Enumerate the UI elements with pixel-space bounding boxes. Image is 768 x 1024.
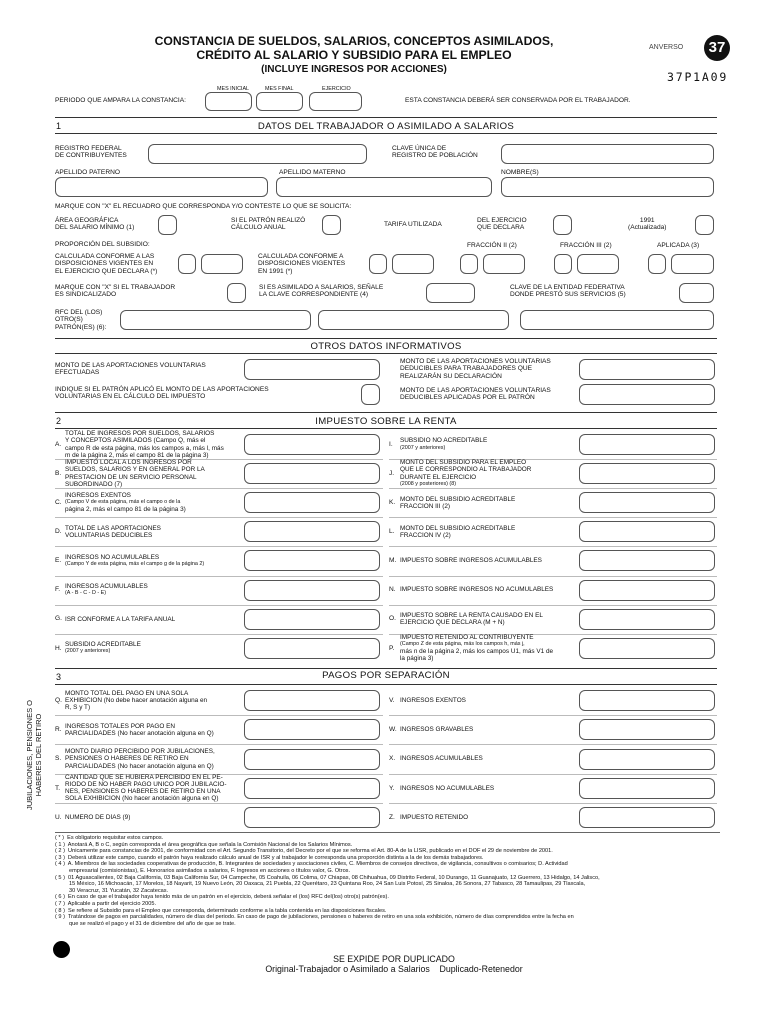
- sep-q-label-line: EXHIBICIÓN (No debe hacer anotación alguna en: [65, 697, 208, 704]
- isr-g-label-line: ISR CONFORME A LA TARIFA ANUAL: [65, 615, 176, 623]
- isr-d-letter: D.: [55, 528, 62, 536]
- sep-t-label: [65, 774, 237, 803]
- form-title-line1: CONSTANCIA DE SUELDOS, SALARIOS, CONCEPTOS ASIMILADOS,: [154, 34, 554, 48]
- isr-p-label-line: (Campo Z de esta página, más los campos h, más j,: [400, 641, 525, 648]
- footnote-line: ( 6 ) En caso de que el trabajador haya tenido más de un patrón en el ejercicio, deberá señalar el (los) RFC del(los) otro(s) patrón(es).: [55, 894, 389, 901]
- aplicada-int-field[interactable]: [648, 254, 666, 274]
- isr-g-field[interactable]: [244, 609, 380, 630]
- footnote-line: 15 México, 16 Michoacán, 17 Morelos, 18 Nayarit, 19 Nuevo León, 20 Oaxaca, 21 Puebla, 22 Querétaro, 23 Quintana Roo, 24 San Luis Potosí, 25 Sinaloa, 26 Sonora, 27 Tabasco, 28 Tamaulipas, 29 Tlaxcala,: [55, 881, 586, 888]
- apellido-paterno-field[interactable]: [55, 177, 268, 197]
- entidad-label: CLAVE DE LA ENTIDAD FEDERATIVA DONDE PRESTÓ SUS SERVICIOS (5): [510, 284, 626, 299]
- sep-t-label-line: CANTIDAD QUE SE HUBIERA PERCIBIDO EN EL PE-: [65, 773, 223, 781]
- sep-x-field[interactable]: [579, 749, 715, 770]
- footnote-line: ( 4 ) A. Miembros de las sociedades cooperativas de producción, B. Integrantes de sociedades y asociaciones civiles, C. Miembros de consejos directivos, de vigilancia, consultivos o comisarios; D. Actividad: [55, 861, 568, 868]
- isr-b-label-line: IMPUESTO LOCAL A LOS INGRESOS POR: [65, 459, 192, 467]
- nombres-field[interactable]: [501, 177, 714, 197]
- isr-n-label-line: IMPUESTO SOBRE INGRESOS NO ACUMULABLES: [400, 586, 554, 594]
- isr-e-label-line: INGRESOS NO ACUMULABLES: [65, 553, 160, 561]
- isr-e-letter: E.: [55, 557, 62, 565]
- sep-s-label-line: PARCIALIDADES (No hacer anotación alguna en Q): [65, 762, 214, 770]
- isr-f-label-line: (A - B - C - D - E): [65, 590, 107, 597]
- isr-a-label: [65, 430, 237, 459]
- sep-z-field[interactable]: [579, 807, 715, 828]
- mes-final-label: MES FINAL: [265, 86, 294, 92]
- footnote-line: ( 9 ) Tratándose de pagos en parcialidades, número de días del periodo. En caso de pago de jubilaciones, pensiones o haberes de retiro en una sola exhibición, número de días comprendidos entre la fecha en: [55, 914, 574, 921]
- isr-k-label-line: MONTO DEL SUBSIDIO ACREDITABLE: [400, 495, 516, 503]
- isr-n-letter: N.: [389, 586, 396, 594]
- sep-z-label: [400, 814, 572, 821]
- sep-u-letter: U.: [55, 813, 62, 821]
- aport-patron-field[interactable]: [579, 384, 715, 405]
- isr-a-label-line: TOTAL DE INGRESOS POR SUELDOS, SALARIOS: [65, 430, 215, 438]
- isr-d-label-line: VOLUNTARIAS DEDUCIBLES: [65, 531, 153, 539]
- otros-patrones-label: RFC DEL (LOS) OTRO(S) PATRÓN(ES) (6):: [55, 309, 107, 331]
- conservation-note: ESTA CONSTANCIA DEBERÁ SER CONSERVADA POR EL TRABAJADOR.: [405, 97, 631, 104]
- isr-l-letter: L.: [389, 528, 395, 536]
- isr-i-label: [400, 437, 572, 451]
- isr-g-label: [65, 616, 237, 623]
- sep-u-field[interactable]: [244, 807, 380, 828]
- side-label: ANVERSO: [649, 44, 684, 51]
- isr-k-label-line: FRACCIÓN III (2): [400, 502, 451, 510]
- marque-instruction: MARQUE CON "X" EL RECUADRO QUE CORRESPONDA Y/O CONTESTE LO QUE SE SOLICITA:: [55, 203, 352, 210]
- sep-w-letter: W.: [389, 726, 397, 734]
- sep-w-field[interactable]: [579, 719, 715, 740]
- fraccion-ii-int-field[interactable]: [460, 254, 478, 274]
- isr-a-letter: A.: [55, 440, 62, 448]
- sep-x-label-line: INGRESOS ACUMULABLES: [400, 755, 483, 763]
- footnote-line: 30 Veracruz, 31 Yucatán, 32 Zacatecas.: [55, 887, 169, 894]
- isr-a-label-line: Y CONCEPTOS ASIMILADOS (Campo Q, más el: [65, 437, 206, 445]
- isr-c-letter: C.: [55, 499, 62, 507]
- isr-l-label-line: MONTO DEL SUBSIDIO ACREDITABLE: [400, 524, 516, 532]
- isr-h-letter: H.: [55, 644, 62, 652]
- form-title-line2: CRÉDITO AL SALARIO Y SUBSIDIO PARA EL EMPLEO: [196, 48, 512, 62]
- section-2-number: 2: [56, 416, 62, 426]
- sep-y-label-line: INGRESOS NO ACUMULABLES: [400, 784, 495, 792]
- isr-c-label: [65, 492, 237, 514]
- sep-q-label-line: MONTO TOTAL DEL PAGO EN UNA SOLA: [65, 689, 189, 697]
- sep-s-label-line: PENSIONES O HABERES DE RETIRO EN: [65, 755, 189, 763]
- fraccion-iii-int-field[interactable]: [554, 254, 572, 274]
- isr-f-label: [65, 583, 237, 597]
- ejercicio-label: EJERCICIO: [322, 86, 351, 92]
- fraccion-iii-label: FRACCIÓN III (2): [560, 242, 612, 249]
- sep-s-letter: S.: [55, 755, 62, 763]
- sep-w-label: [400, 726, 572, 733]
- sep-u-label-line: NÚMERO DE DÍAS (9): [65, 813, 131, 821]
- fraccion-iii-dec-field[interactable]: [577, 254, 619, 274]
- section-1-title: DATOS DEL TRABAJADOR O ASIMILADO A SALARIOS: [257, 121, 515, 132]
- aplicada-dec-field[interactable]: [671, 254, 714, 274]
- isr-h-label-line: (2007 y anteriores): [65, 648, 111, 655]
- tarifa-ejercicio-field[interactable]: [553, 215, 572, 235]
- footnote-line: ( 8 ) Se refiere al Subsidio para el Empleo que corresponda, determinado conforme a la tabla contenida en las disposiciones fiscales.: [55, 907, 387, 914]
- otro-rfc-field-3[interactable]: [520, 310, 714, 330]
- isr-g-letter: G.: [55, 615, 62, 623]
- proporcion-label: PROPORCIÓN DEL SUBSIDIO:: [55, 241, 150, 248]
- aport-ded-label: MONTO DE LAS APORTACIONES VOLUNTARIAS DEDUCIBLES PARA TRABAJADORES QUE REALIZARÁN SU DECLARACIÓN: [400, 358, 551, 380]
- isr-l-field[interactable]: [579, 521, 715, 542]
- sep-r-label-line: PARCIALIDADES (No hacer anotación alguna en Q): [65, 729, 214, 737]
- isr-p-field[interactable]: [579, 638, 715, 659]
- isr-f-label-line: INGRESOS ACUMULABLES: [65, 582, 148, 590]
- isr-o-letter: O.: [389, 615, 396, 623]
- calc-1991-label: CALCULADA CONFORME A DISPOSICIONES VIGENTES EN 1991 (*): [258, 253, 346, 275]
- sep-r-field[interactable]: [244, 719, 380, 740]
- sep-w-label-line: INGRESOS GRAVABLES: [400, 726, 474, 734]
- otros-datos-title: OTROS DATOS INFORMATIVOS: [310, 341, 462, 352]
- form-subtitle: (INCLUYE INGRESOS POR ACCIONES): [261, 64, 447, 75]
- isr-j-label-line: QUE LE CORRESPONDIÓ AL TRABAJADOR: [400, 466, 532, 474]
- isr-j-letter: J.: [389, 469, 395, 477]
- aport-ded-field[interactable]: [579, 359, 715, 380]
- isr-c-label-line: INGRESOS EXENTOS: [65, 491, 131, 499]
- isr-a-label-line: campo R de esta página, más los campos a, más l, más: [65, 444, 224, 452]
- section-1-number: 1: [56, 121, 62, 131]
- form-number-badge: 37: [704, 35, 730, 61]
- isr-e-label-line: (Campo Y de esta página, más el campo g de la página 2): [65, 560, 205, 567]
- calculo-anual-label: SI EL PATRÓN REALIZÓ CÁLCULO ANUAL: [231, 217, 306, 232]
- isr-k-field[interactable]: [579, 492, 715, 513]
- sep-q-label-line: R, S y T): [65, 704, 91, 712]
- sep-q-letter: Q.: [55, 696, 62, 704]
- section-2-title: IMPUESTO SOBRE LA RENTA: [315, 416, 457, 427]
- sep-s-field[interactable]: [244, 749, 380, 770]
- isr-o-label: [400, 612, 572, 626]
- sep-r-label: [65, 723, 237, 737]
- footnotes: [55, 835, 720, 927]
- ejercicio-field[interactable]: [309, 92, 362, 111]
- isr-l-label-line: FRACCIÓN IV (2): [400, 531, 451, 539]
- fraccion-ii-label: FRACCIÓN II (2): [467, 242, 517, 249]
- sep-v-label: [400, 697, 572, 704]
- footer-expide: SE EXPIDE POR DUPLICADO: [333, 954, 455, 964]
- isr-k-letter: K.: [389, 499, 396, 507]
- sep-u-label: [65, 814, 237, 821]
- isr-h-field[interactable]: [244, 638, 380, 659]
- isr-k-label: [400, 496, 572, 510]
- footnote-line: ( 2 ) Únicamente para constancias de 2001, de conformidad con el Art. Segundo Transitorio, del Decreto por el que se reforma el Art. 80-A de la LISR, publicado en el DOF el 29 de noviembre de 2001.: [55, 848, 553, 855]
- apellido-paterno-label: APELLIDO PATERNO: [55, 169, 120, 176]
- isr-o-label-line: EJERCICIO QUE DECLARA (M + N): [400, 619, 505, 627]
- mes-final-field[interactable]: [256, 92, 303, 111]
- footnote-line: ( 1 ) Anotará A, B o C, según corresponda el área geográfica que señala la Comisión Nacional de los Salarios Mínimos.: [55, 841, 353, 848]
- form-code: 37P1A09: [667, 70, 729, 84]
- footnote-line: ( * ) Es obligatorio requisitar estos campos.: [55, 835, 164, 841]
- period-label: PERIODO QUE AMPARA LA CONSTANCIA:: [55, 97, 186, 104]
- indique-field[interactable]: [361, 384, 380, 405]
- sep-t-label-line: NES, PENSIONES O HABERES DE RETIRO EN UNA: [65, 788, 221, 796]
- sep-q-label: [65, 690, 237, 712]
- calc-disp-int-field[interactable]: [178, 254, 196, 274]
- isr-j-label-line: (2008 y posteriores) (8): [400, 480, 457, 487]
- tarifa-1991-field[interactable]: [695, 215, 714, 235]
- curp-label: CLAVE ÚNICA DE REGISTRO DE POBLACIÓN: [392, 145, 478, 160]
- tarifa-1991-label: 1991 (Actualizada): [628, 217, 667, 232]
- isr-p-letter: P.: [389, 644, 395, 652]
- calc-disp-dec-field[interactable]: [201, 254, 243, 274]
- calc-1991-dec-field[interactable]: [392, 254, 434, 274]
- isr-h-label: [65, 641, 237, 655]
- otro-rfc-field-1[interactable]: [120, 310, 311, 330]
- sep-z-label-line: IMPUESTO RETENIDO: [400, 813, 469, 821]
- isr-p-label-line: la página 3): [400, 655, 434, 663]
- isr-a-label-line: m de la página 2, más el campo 81 de la página 3): [65, 451, 209, 459]
- otro-rfc-field-2[interactable]: [318, 310, 509, 330]
- isr-j-label: [400, 459, 572, 488]
- isr-c-field[interactable]: [244, 492, 380, 513]
- entidad-field[interactable]: [679, 283, 714, 303]
- sep-q-field[interactable]: [244, 690, 380, 711]
- fraccion-ii-dec-field[interactable]: [483, 254, 525, 274]
- isr-j-field[interactable]: [579, 463, 715, 484]
- isr-j-label-line: MONTO DEL SUBSIDIO PARA EL EMPLEO: [400, 459, 527, 467]
- sep-y-field[interactable]: [579, 778, 715, 799]
- footer-copies: Original-Trabajador o Asimilado a Salarios Duplicado-Retenedor: [265, 964, 523, 974]
- sindicalizado-label: MARQUE CON "X" SI EL TRABAJADOR ES SINDICALIZADO: [55, 284, 176, 299]
- aport-vol-label: MONTO DE LAS APORTACIONES VOLUNTARIAS EFECTUADAS: [55, 362, 206, 377]
- sep-y-label: [400, 785, 572, 792]
- sep-t-letter: T.: [55, 784, 61, 792]
- isr-b-label-line: SUELDOS, SALARIOS Y EN GENERAL POR LA: [65, 466, 205, 474]
- isr-n-label: [400, 586, 572, 593]
- rfc-label: REGISTRO FEDERAL DE CONTRIBUYENTES: [55, 145, 127, 160]
- isr-d-label-line: TOTAL DE LAS APORTACIONES: [65, 524, 161, 532]
- aport-patron-label: MONTO DE LAS APORTACIONES VOLUNTARIAS DEDUCIBLES APLICADAS POR EL PATRÓN: [400, 387, 551, 402]
- sep-t-field[interactable]: [244, 778, 380, 799]
- sep-y-letter: Y.: [389, 784, 395, 792]
- nombres-label: NOMBRE(S): [501, 169, 539, 176]
- isr-a-field[interactable]: [244, 434, 380, 455]
- isr-p-label: [400, 634, 572, 663]
- isr-c-label-line: página 2, más el campo 81 de la página 3): [65, 506, 186, 514]
- isr-p-label-line: más n de la página 2, más los campos U1, más V1 de: [400, 648, 554, 656]
- sep-z-letter: Z.: [389, 813, 395, 821]
- sep-r-letter: R.: [55, 726, 62, 734]
- del-ejercicio-label: DEL EJERCICIO QUE DECLARA: [477, 217, 527, 232]
- isr-m-field[interactable]: [579, 550, 715, 571]
- mes-inicial-label: MES INICIAL: [217, 86, 250, 92]
- isr-i-label-line: SUBSIDIO NO ACREDITABLE: [400, 437, 488, 445]
- footnote-line: que se realizó el pago y el 31 de diciembre del año de que se trate.: [55, 920, 236, 927]
- isr-b-label-line: SUBORDINADO (7): [65, 480, 123, 488]
- sep-r-label-line: INGRESOS TOTALES POR PAGO EN: [65, 722, 175, 730]
- isr-m-label-line: IMPUESTO SOBRE INGRESOS ACUMULABLES: [400, 557, 542, 565]
- isr-e-field[interactable]: [244, 550, 380, 571]
- aplicada-label: APLICADA (3): [657, 242, 700, 249]
- tarifa-utilizada-label: TARIFA UTILIZADA: [384, 221, 442, 228]
- footnote-line: ( 3 ) Deberá utilizar este campo, cuando el patrón haya realizado cálculo anual de ISR y al trabajador le corresponda una proporción distinta a la de los demás trabajadores.: [55, 854, 484, 861]
- isr-b-field[interactable]: [244, 463, 380, 484]
- sindicalizado-field[interactable]: [227, 283, 246, 303]
- asimilado-label: SI ES ASIMILADO A SALARIOS, SEÑALE LA CLAVE CORRESPONDIENTE (4): [259, 284, 384, 299]
- area-geografica-field[interactable]: [158, 215, 177, 235]
- sep-t-label-line: SOLA EXHIBICIÓN (No hacer anotación alguna en Q): [65, 795, 219, 803]
- isr-b-label: [65, 459, 237, 488]
- isr-d-label: [65, 525, 237, 539]
- sep-t-label-line: RIODO DE NO HABER PAGO ÚNICO POR JUBILACIO-: [65, 781, 227, 788]
- indique-label: INDIQUE SI EL PATRÓN APLICÓ EL MONTO DE LAS APORTACIONES VOLUNTARIAS EN EL CÁLCULO DEL IMPUESTO: [55, 386, 269, 401]
- area-geografica-label: ÁREA GEOGRÁFICA DEL SALARIO MÍNIMO (1): [55, 217, 135, 232]
- isr-j-label-line: DURANTE EL EJERCICIO: [400, 473, 477, 481]
- isr-f-letter: F.: [55, 586, 61, 594]
- isr-d-field[interactable]: [244, 521, 380, 542]
- isr-m-letter: M.: [389, 557, 397, 565]
- calculo-anual-field[interactable]: [322, 215, 341, 235]
- sep-x-letter: X.: [389, 755, 396, 763]
- mes-inicial-field[interactable]: [205, 92, 252, 111]
- isr-m-label: [400, 557, 572, 564]
- sep-v-letter: V.: [389, 696, 395, 704]
- isr-p-label-line: IMPUESTO RETENIDO AL CONTRIBUYENTE: [400, 633, 534, 641]
- isr-e-label: [65, 554, 237, 568]
- sep-x-label: [400, 755, 572, 762]
- isr-f-field[interactable]: [244, 580, 380, 601]
- isr-b-label-line: PRESTACIÓN DE UN SERVICIO PERSONAL: [65, 473, 197, 481]
- calc-disp-label: CALCULADA CONFORME A LAS DISPOSICIONES VIGENTES EN EL EJERCICIO QUE DECLARA (*): [55, 253, 158, 275]
- isr-c-label-line: (Campo V de esta página, más el campo o de la: [65, 499, 181, 506]
- isr-l-label: [400, 525, 572, 539]
- isr-n-field[interactable]: [579, 580, 715, 601]
- isr-i-field[interactable]: [579, 434, 715, 455]
- asimilado-field[interactable]: [426, 283, 475, 303]
- isr-b-letter: B.: [55, 469, 62, 477]
- sep-s-label-line: MONTO DIARIO PERCIBIDO POR JUBILACIONES,: [65, 748, 215, 756]
- apellido-materno-field[interactable]: [276, 177, 492, 197]
- calc-1991-int-field[interactable]: [369, 254, 387, 274]
- aport-vol-field[interactable]: [244, 359, 380, 380]
- footnote-line: ( 7 ) Aplicable a partir del ejercicio 2005.: [55, 900, 157, 907]
- footnote-line: empresarial (comisionistas), E. Honorarios asimilados a salarios, F. Ingresos en acciones o títulos valor, G. Otros.: [55, 867, 351, 874]
- isr-i-letter: I.: [389, 440, 393, 448]
- isr-h-label-line: SUBSIDIO ACREDITABLE: [65, 641, 141, 649]
- sep-v-label-line: INGRESOS EXENTOS: [400, 697, 466, 704]
- sep-s-label: [65, 748, 237, 770]
- isr-o-field[interactable]: [579, 609, 715, 630]
- section-3-number: 3: [56, 672, 62, 682]
- isr-o-label-line: IMPUESTO SOBRE LA RENTA CAUSADO EN EL: [400, 611, 543, 619]
- section-3-title: PAGOS POR SEPARACIÓN: [322, 670, 450, 681]
- isr-i-label-line: (2007 y anteriores): [400, 444, 446, 451]
- curp-field[interactable]: [501, 144, 714, 164]
- rfc-field[interactable]: [148, 144, 367, 164]
- apellido-materno-label: APELLIDO MATERNO: [279, 169, 346, 176]
- footnote-line: ( 5 ) 01 Aguascalientes, 02 Baja California, 03 Baja California Sur, 04 Campeche, 05 Coahuila, 06 Colima, 07 Chiapas, 08 Chihuahua, 09 Distrito Federal, 10 Durango, 11 Guanajuato, 12 Guerrero, 13 Hidalgo, 14 Jalisco,: [55, 874, 600, 881]
- sep-v-field[interactable]: [579, 690, 715, 711]
